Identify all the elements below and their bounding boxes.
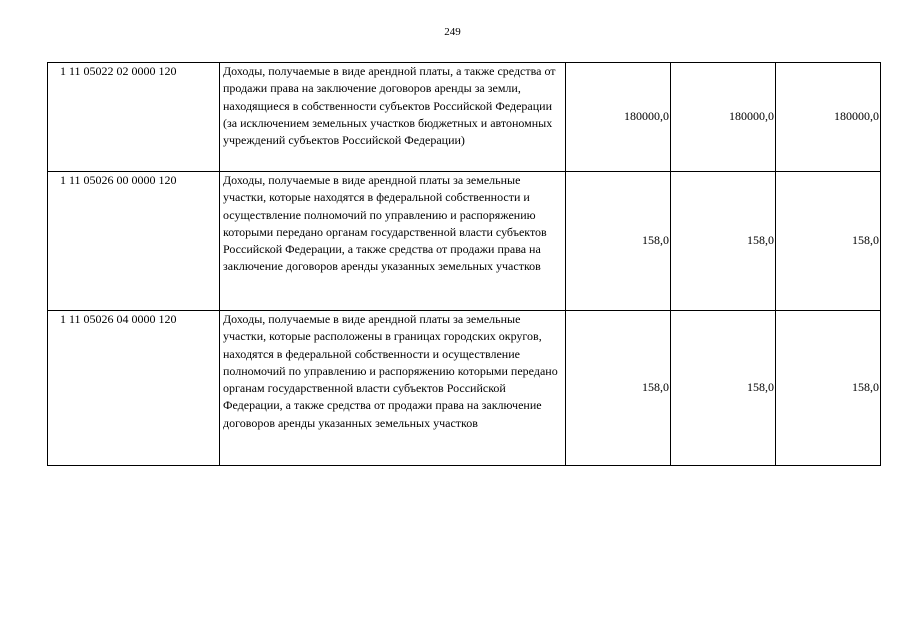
amount-year-2-cell: 158,0	[671, 311, 776, 466]
revenue-name-cell: Доходы, получаемые в виде арендной платы за земельные участки, которые расположены в границах городских округов, находятся в федеральной собственности и осуществление полномочий по управлению и распоряжению которыми передано органам государственной власти субъектов Российской Федерации, а также средства от продажи права на заключение договоров аренды указанных земельных участков	[220, 311, 566, 466]
revenue-code-cell: 1 11 05022 02 0000 120	[48, 63, 220, 172]
revenue-code-cell: 1 11 05026 04 0000 120	[48, 311, 220, 466]
budget-revenue-table	[47, 62, 881, 466]
amount-year-3-cell: 158,0	[776, 172, 881, 311]
amount-year-1-cell: 158,0	[566, 311, 671, 466]
table-row	[48, 311, 881, 466]
amount-year-3-cell: 180000,0	[776, 63, 881, 172]
amount-year-1-cell: 158,0	[566, 172, 671, 311]
revenue-name-cell: Доходы, получаемые в виде арендной платы за земельные участки, которые находятся в федеральной собственности и осуществление полномочий по управлению и распоряжению которыми передано органам государственной власти субъектов Российской Федерации, а также средства от продажи права на заключение договоров аренды указанных земельных участков	[220, 172, 566, 311]
page-number: 249	[444, 26, 461, 38]
amount-year-1-cell: 180000,0	[566, 63, 671, 172]
revenue-code-cell: 1 11 05026 00 0000 120	[48, 172, 220, 311]
table-row	[48, 63, 881, 172]
table-row	[48, 172, 881, 311]
revenue-name-cell: Доходы, получаемые в виде арендной платы, а также средства от продажи права на заключение договоров аренды за земли, находящиеся в собственности субъектов Российской Федерации (за исключением земельных участков бюджетных и автономных учреждений субъектов Российской Федерации)	[220, 63, 566, 172]
amount-year-3-cell: 158,0	[776, 311, 881, 466]
amount-year-2-cell: 180000,0	[671, 63, 776, 172]
amount-year-2-cell: 158,0	[671, 172, 776, 311]
